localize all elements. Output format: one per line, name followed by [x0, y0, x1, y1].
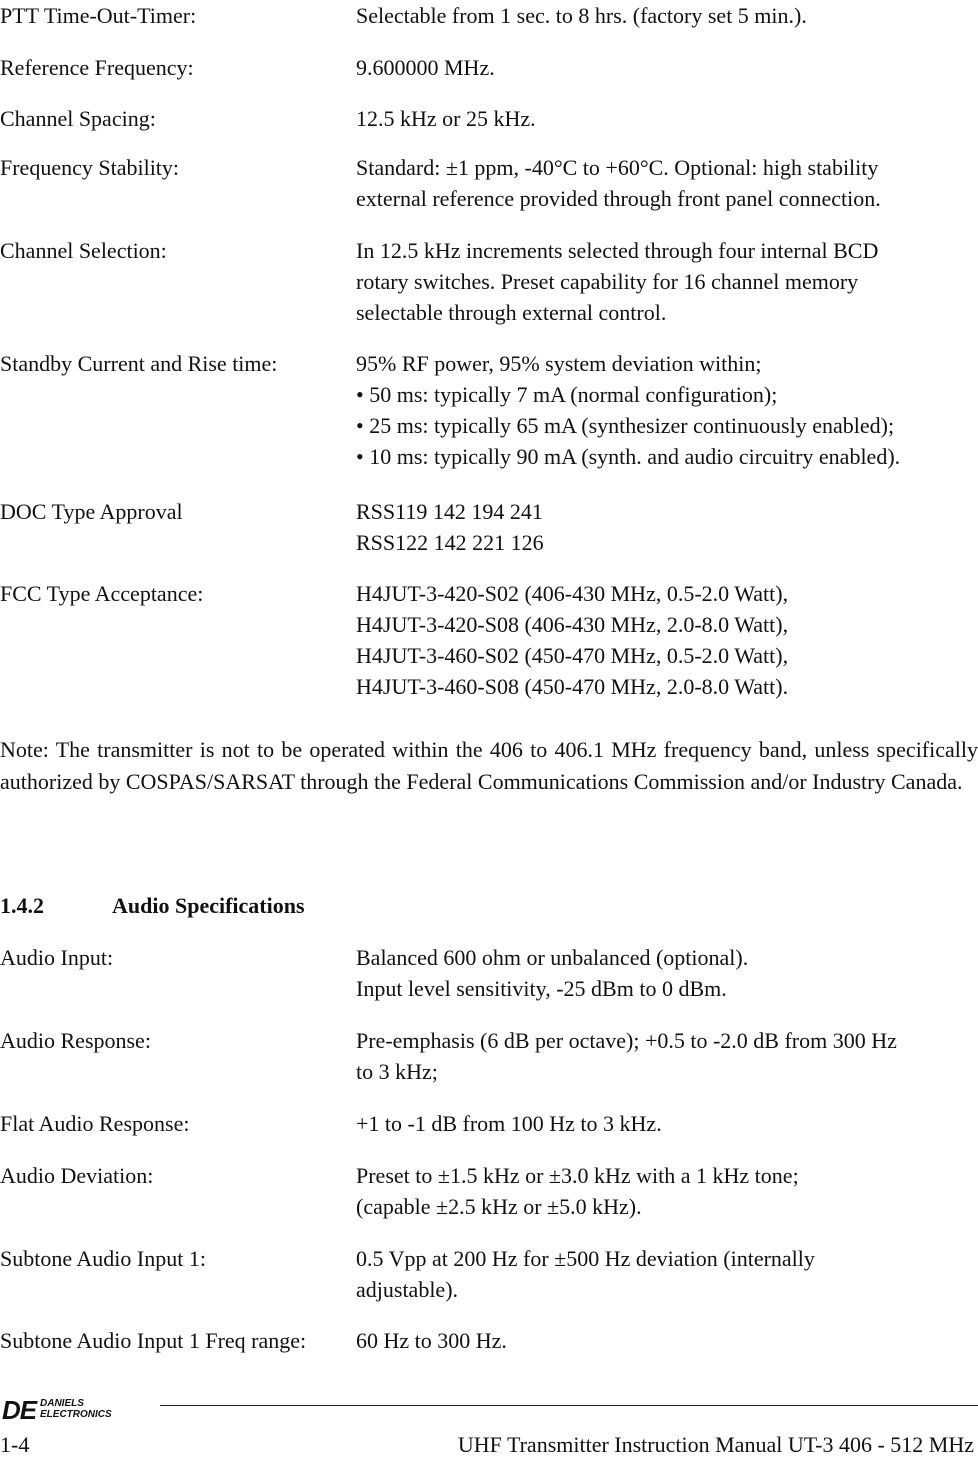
spec-label: Channel Selection:: [0, 238, 167, 263]
spec-value-line: RSS122 142 221 126: [356, 530, 544, 555]
spec-value: [356, 235, 878, 328]
logo-line-2: ELECTRONICS: [40, 1409, 112, 1420]
spec-value-line: Input level sensitivity, -25 dBm to 0 dBm.: [356, 976, 727, 1001]
spec-value-line: • 25 ms: typically 65 mA (synthesizer continuously enabled);: [356, 413, 895, 438]
spec-value: [356, 1025, 897, 1087]
spec-value-line: 95% RF power, 95% system deviation within;: [356, 351, 762, 376]
spec-value: [356, 1243, 815, 1305]
spec-label: DOC Type Approval: [0, 499, 183, 524]
spec-value-line: Selectable from 1 sec. to 8 hrs. (factory set 5 min.).: [356, 3, 807, 28]
spec-label: Standby Current and Rise time:: [0, 351, 278, 376]
spec-value-line: Standard: ±1 ppm, -40°C to +60°C. Optional: high stability: [356, 155, 879, 180]
spec-value: [356, 103, 536, 134]
spec-label: Flat Audio Response:: [0, 1111, 190, 1136]
spec-value-line: (capable ±2.5 kHz or ±5.0 kHz).: [356, 1194, 642, 1219]
spec-label: PTT Time-Out-Timer:: [0, 3, 197, 28]
spec-value: [356, 152, 881, 214]
spec-value-line: adjustable).: [356, 1277, 459, 1302]
spec-label: FCC Type Acceptance:: [0, 581, 204, 606]
operating-note: Note: The transmitter is not to be operated within the 406 to 406.1 MHz frequency band, unless specifically authorized by COSPAS/SARSAT through the Federal Communications Commission and/or Industry Canada.: [0, 737, 978, 794]
spec-value: [356, 0, 807, 31]
logo-initials: DE: [2, 1395, 37, 1425]
spec-label: Reference Frequency:: [0, 55, 194, 80]
spec-value-line: +1 to -1 dB from 100 Hz to 3 kHz.: [356, 1111, 662, 1136]
spec-label: Audio Response:: [0, 1028, 151, 1053]
spec-value: [356, 52, 495, 83]
spec-value-line: rotary switches. Preset capability for 16 channel memory: [356, 269, 859, 294]
spec-value-line: 0.5 Vpp at 200 Hz for ±500 Hz deviation (internally: [356, 1246, 815, 1271]
spec-label: Audio Deviation:: [0, 1163, 154, 1188]
spec-label: Audio Input:: [0, 945, 114, 970]
spec-value-line: • 10 ms: typically 90 mA (synth. and audio circuitry enabled).: [356, 444, 901, 469]
spec-value-line: 60 Hz to 300 Hz.: [356, 1328, 507, 1353]
section-number: 1.4.2: [0, 893, 44, 918]
spec-value: [356, 496, 544, 558]
spec-value: [356, 578, 788, 702]
spec-label: Channel Spacing:: [0, 106, 156, 131]
spec-value: [356, 1108, 662, 1139]
manual-title: UHF Transmitter Instruction Manual UT-3 406 - 512 MHz: [457, 1432, 974, 1457]
spec-value: [356, 1160, 799, 1222]
spec-value-line: Pre-emphasis (6 dB per octave); +0.5 to -2.0 dB from 300 Hz: [356, 1028, 897, 1053]
spec-label: Subtone Audio Input 1 Freq range:: [0, 1328, 307, 1353]
section-heading: [0, 890, 305, 921]
spec-value-line: H4JUT-3-420-S02 (406-430 MHz, 0.5-2.0 Watt),: [356, 581, 789, 606]
spec-value-line: In 12.5 kHz increments selected through four internal BCD: [356, 238, 879, 263]
spec-value: [356, 942, 748, 1004]
spec-value-line: H4JUT-3-420-S08 (406-430 MHz, 2.0-8.0 Watt),: [356, 612, 789, 637]
spec-value: [356, 1325, 507, 1356]
spec-value-line: H4JUT-3-460-S08 (450-470 MHz, 2.0-8.0 Watt).: [356, 674, 789, 699]
page-number: 1-4: [0, 1432, 30, 1457]
logo-wordmark: [40, 1398, 112, 1420]
spec-value-line: selectable through external control.: [356, 300, 667, 325]
footer-rule: [160, 1405, 978, 1406]
logo-line-1: DANIELS: [40, 1398, 84, 1409]
spec-value-line: • 50 ms: typically 7 mA (normal configuration);: [356, 382, 778, 407]
spec-label: Frequency Stability:: [0, 155, 180, 180]
spec-value-line: RSS119 142 194 241: [356, 499, 543, 524]
spec-value-line: Balanced 600 ohm or unbalanced (optional).: [356, 945, 749, 970]
spec-label: Subtone Audio Input 1:: [0, 1246, 206, 1271]
spec-value: [356, 348, 900, 472]
spec-value-line: Preset to ±1.5 kHz or ±3.0 kHz with a 1 kHz tone;: [356, 1163, 799, 1188]
spec-value-line: H4JUT-3-460-S02 (450-470 MHz, 0.5-2.0 Watt),: [356, 643, 789, 668]
spec-value-line: 9.600000 MHz.: [356, 55, 495, 80]
spec-value-line: to 3 kHz;: [356, 1059, 438, 1084]
spec-value-line: external reference provided through front panel connection.: [356, 186, 881, 211]
spec-value-line: 12.5 kHz or 25 kHz.: [356, 106, 536, 131]
section-title: Audio Specifications: [112, 893, 305, 918]
